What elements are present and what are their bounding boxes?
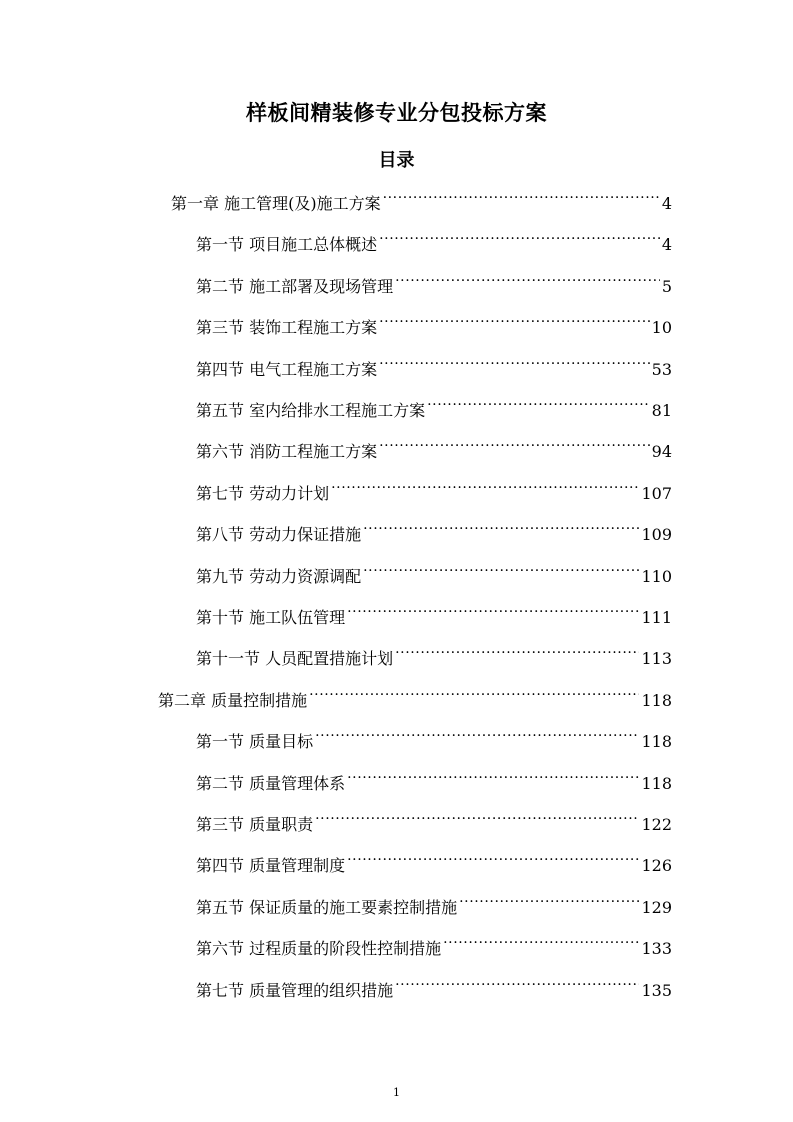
toc-section-entry[interactable] [196,353,672,379]
toc-entry-page: 111 [641,608,672,627]
toc-entry-label: 第四节 质量管理制度 [196,856,346,875]
dot-leader [363,560,639,582]
toc-entry-page: 81 [651,401,672,420]
toc-entry-page: 118 [641,774,672,793]
dot-leader [331,477,639,499]
toc-chapter-entry[interactable] [158,684,672,710]
toc-entry-label: 第一章 施工管理(及)施工方案 [171,194,381,213]
toc-section-entry[interactable] [196,725,672,751]
toc-entry-page: 107 [641,484,672,503]
toc-section-entry[interactable] [196,974,672,1000]
dot-leader [379,311,650,333]
toc-entry-label: 第一节 项目施工总体概述 [196,235,378,254]
toc-entry-label: 第一节 质量目标 [196,732,314,751]
toc-section-entry[interactable] [196,932,672,958]
toc-entry-page: 122 [641,815,672,834]
toc-entry-page: 4 [661,194,672,213]
toc-section-entry[interactable] [196,311,672,337]
toc-entry-page: 10 [651,318,672,337]
toc-entry-label: 第七节 劳动力计划 [196,484,330,503]
toc-entry-label: 第三节 质量职责 [196,815,314,834]
toc-section-entry[interactable] [196,435,672,461]
toc-section-entry[interactable] [196,560,672,586]
dot-leader [379,228,660,250]
document-title: 样板间精装修专业分包投标方案 [246,101,547,125]
toc-entry-label: 第六节 消防工程施工方案 [196,442,378,461]
dot-leader [347,849,639,871]
toc-section-entry[interactable] [196,477,672,503]
toc-entry-label: 第十节 施工队伍管理 [196,608,346,627]
toc-entry-page: 5 [661,277,672,296]
toc-entry-label: 第九节 劳动力资源调配 [196,567,362,586]
toc-entry-label: 第十一节 人员配置措施计划 [196,649,394,668]
toc-entry-label: 第二章 质量控制措施 [158,691,308,710]
toc-section-entry[interactable] [196,642,672,668]
dot-leader [443,932,639,954]
toc-entry-page: 118 [641,691,672,710]
toc-entry-page: 126 [641,856,672,875]
dot-leader [379,353,650,375]
toc-section-entry[interactable] [196,849,672,875]
toc-heading: 目录 [378,150,415,171]
toc-entry-page: 118 [641,732,672,751]
toc-entry-label: 第六节 过程质量的阶段性控制措施 [196,939,442,958]
dot-leader [363,518,639,540]
toc-section-entry[interactable] [196,394,672,420]
toc-entry-page: 109 [641,525,672,544]
dot-leader [459,891,639,913]
toc-entry-page: 135 [641,981,672,1000]
dot-leader [347,601,639,623]
dot-leader [395,974,639,996]
dot-leader [379,435,650,457]
toc-entry-page: 4 [661,235,672,254]
toc-entry-page: 94 [651,442,672,461]
toc-entry-page: 133 [641,939,672,958]
toc-entry-label: 第五节 保证质量的施工要素控制措施 [196,898,458,917]
dot-leader [395,642,639,664]
toc-entry-page: 113 [641,649,672,668]
toc-section-entry[interactable] [196,270,672,296]
toc-entry-page: 53 [651,360,672,379]
toc-chapter-entry[interactable] [171,187,672,213]
toc-entry-page: 110 [641,567,672,586]
toc-section-entry[interactable] [196,891,672,917]
dot-leader [309,684,639,706]
dot-leader [315,808,639,830]
toc-section-entry[interactable] [196,601,672,627]
toc-entry-label: 第四节 电气工程施工方案 [196,360,378,379]
toc-section-entry[interactable] [196,518,672,544]
dot-leader [427,394,650,416]
toc-section-entry[interactable] [196,767,672,793]
dot-leader [315,725,639,747]
toc-entry-label: 第二节 施工部署及现场管理 [196,277,394,296]
toc-entry-label: 第五节 室内给排水工程施工方案 [196,401,426,420]
toc-entry-page: 129 [641,898,672,917]
toc-entry-label: 第七节 质量管理的组织措施 [196,981,394,1000]
dot-leader [395,270,660,292]
toc-section-entry[interactable] [196,228,672,254]
page-number: 1 [393,1086,400,1099]
toc-entry-label: 第三节 装饰工程施工方案 [196,318,378,337]
dot-leader [347,767,639,789]
toc-entry-label: 第八节 劳动力保证措施 [196,525,362,544]
toc-entry-label: 第二节 质量管理体系 [196,774,346,793]
toc-section-entry[interactable] [196,808,672,834]
dot-leader [383,187,660,209]
